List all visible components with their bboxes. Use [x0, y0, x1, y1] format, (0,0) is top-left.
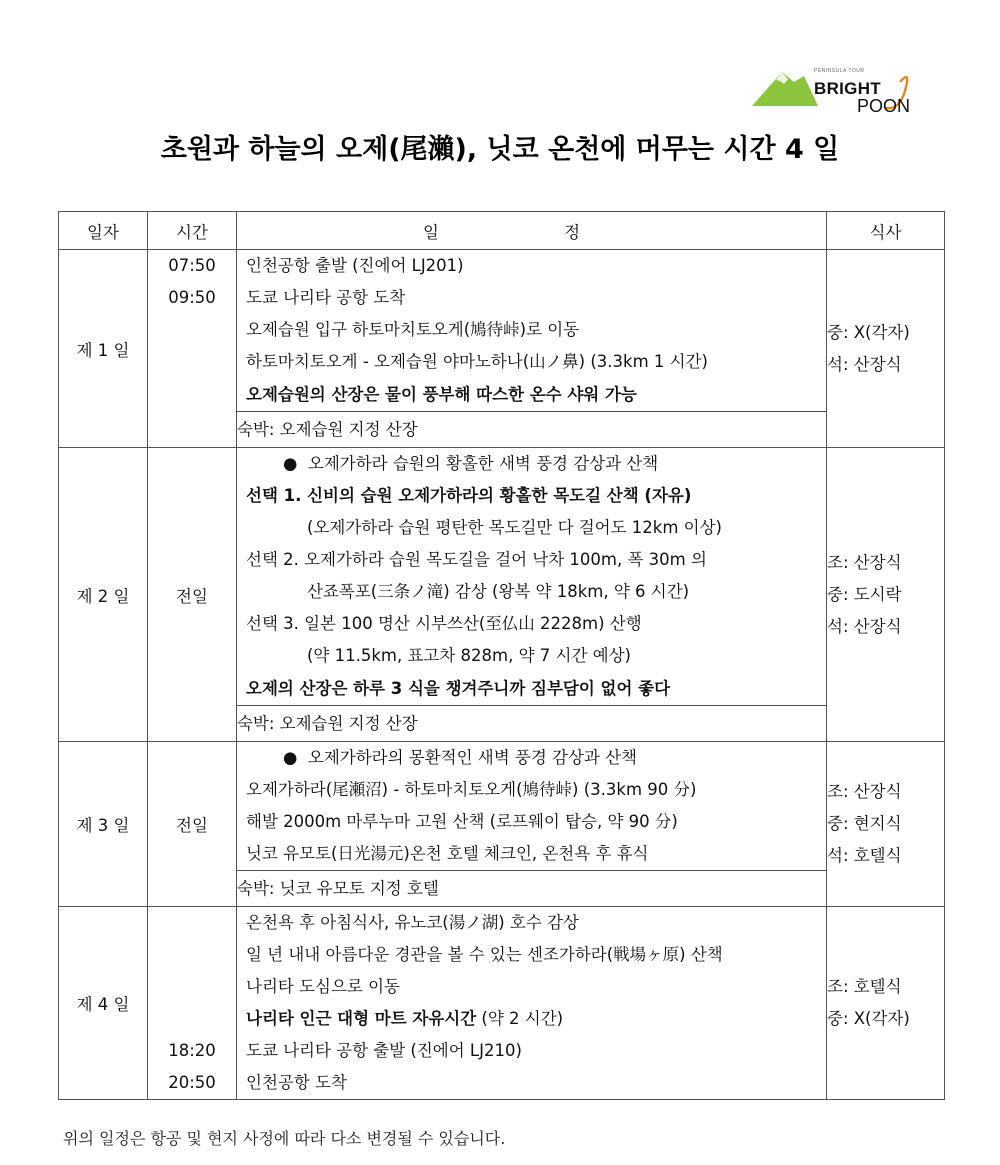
day-3-row	[59, 742, 945, 871]
meal-item: 조: 호텔식	[827, 977, 902, 996]
time-slot: 20:50	[168, 1073, 216, 1092]
schedule-highlight: 오제습원의 산장은 물이 풍부해 따스한 온수 샤워 가능	[246, 385, 637, 404]
bullet-icon: ●	[283, 454, 308, 473]
day-time-label: 전일	[148, 448, 237, 742]
schedule-line: 닛코 유모토(日光湯元)온천 호텔 체크인, 온천욕 후 휴식	[246, 844, 649, 863]
time-slot	[148, 907, 236, 939]
bullet-icon: ●	[283, 748, 308, 767]
brand-logo	[752, 64, 952, 120]
schedule-line: 오제가하라(尾瀬沼) - 하토마치토오게(鳩待峠) (3.3km 90 分)	[246, 780, 697, 799]
day-meals	[827, 448, 945, 742]
day-label: 제 4 일	[59, 907, 148, 1100]
schedule-line: 일 년 내내 아름다운 경관을 볼 수 있는 센조가하라(戦場ヶ原) 산책	[246, 945, 723, 964]
schedule-option: 선택 3. 일본 100 명산 시부쓰산(至仏山 2228m) 산행	[246, 614, 642, 633]
time-slot	[148, 971, 236, 1003]
day-label: 제 2 일	[59, 448, 148, 742]
schedule-highlight: 나리타 인근 대형 마트 자유시간	[246, 1009, 477, 1028]
schedule-highlight: 오제의 산장은 하루 3 식을 챙겨주니까 짐부담이 없어 좋다	[246, 679, 671, 698]
day-1-row	[59, 250, 945, 412]
day-meals	[827, 907, 945, 1100]
logo-word-poon: POON	[857, 96, 911, 116]
schedule-line: 해발 2000m 마루누마 고원 산책 (로프웨이 탑승, 약 90 分)	[246, 812, 678, 831]
itinerary-table	[58, 211, 945, 1100]
day-time-label: 전일	[148, 742, 237, 907]
day-meals	[827, 250, 945, 448]
meal-item: 중: X(각자)	[827, 322, 910, 342]
day-times	[148, 907, 237, 1100]
day-2-row	[59, 448, 945, 706]
schedule-bullet-line: ● 오제가하라의 몽환적인 새벽 풍경 감상과 산책	[283, 748, 637, 767]
stay-info: 숙박: 닛코 유모토 지정 호텔	[237, 871, 827, 907]
day-label: 제 1 일	[59, 250, 148, 448]
table-header-row	[59, 212, 945, 250]
schedule-line-suffix: (약 2 시간)	[476, 1009, 564, 1028]
schedule-line: (약 11.5km, 표고차 828m, 약 7 시간 예상)	[307, 646, 631, 665]
schedule-line: 나리타 도심으로 이동	[246, 977, 400, 996]
page-title: 초원과 하늘의 오제(尾瀨), 닛코 온천에 머무는 시간 4 일	[160, 134, 840, 165]
day-label: 제 3 일	[59, 742, 148, 907]
header-meal: 식사	[827, 212, 945, 250]
schedule-line: 도쿄 나리타 공항 도착	[246, 288, 406, 307]
schedule-option: 선택 1. 신비의 습원 오제가하라의 황홀한 목도길 산책 (자유)	[246, 486, 692, 505]
schedule-line: 산죠폭포(三条ノ滝) 감상 (왕복 약 18km, 약 6 시간)	[307, 582, 690, 601]
schedule-option: 선택 2. 오제가하라 습원 목도길을 걸어 낙차 100m, 폭 30m 의	[246, 550, 707, 569]
footnote: 위의 일정은 항공 및 현지 사정에 따라 다소 변경될 수 있습니다.	[63, 1129, 506, 1148]
header-time: 시간	[148, 212, 237, 250]
schedule-line: 인천공항 출발 (진에어 LJ201)	[246, 256, 464, 275]
schedule-line	[237, 1003, 826, 1035]
day-times	[148, 250, 237, 448]
stay-info: 숙박: 오제습원 지정 산장	[237, 412, 827, 448]
meal-item: 중: X(각자)	[827, 1009, 910, 1028]
day-schedule	[237, 250, 827, 412]
day-4-row	[59, 907, 945, 1100]
time-slot: 07:50	[168, 256, 216, 275]
day-schedule	[237, 907, 827, 1100]
day-schedule	[237, 742, 827, 871]
meal-item: 석: 산장식	[827, 616, 902, 636]
schedule-line: 인천공항 도착	[246, 1073, 347, 1092]
stay-info: 숙박: 오제습원 지정 산장	[237, 706, 827, 742]
logo-tagline: PENINSULA TOUR	[814, 68, 865, 74]
meal-item: 중: 현지식	[827, 814, 902, 833]
time-slot	[148, 1003, 236, 1035]
schedule-bullet-line: ● 오제가하라 습원의 황홀한 새벽 풍경 감상과 산책	[283, 454, 659, 473]
logo-word-bright: BRIGHT	[814, 79, 881, 98]
schedule-line: 오제습원 입구 하토마치토오게(鳩待峠)로 이동	[246, 320, 580, 339]
meal-item: 중: 도시락	[827, 584, 902, 604]
schedule-line: 온천욕 후 아침식사, 유노코(湯ノ湖) 호수 감상	[246, 913, 579, 932]
schedule-line: 하토마치토오게 - 오제습원 야마노하나(山ノ鼻) (3.3km 1 시간)	[246, 352, 708, 371]
meal-item: 석: 산장식	[827, 354, 902, 374]
schedule-line: (오제가하라 습원 평탄한 목도길만 다 걸어도 12km 이상)	[307, 518, 722, 537]
day-meals	[827, 742, 945, 907]
day-schedule	[237, 448, 827, 706]
meal-item: 조: 산장식	[827, 782, 902, 801]
time-slot: 09:50	[168, 288, 216, 307]
meal-item: 석: 호텔식	[827, 846, 902, 865]
header-day: 일자	[59, 212, 148, 250]
header-schedule: 일 정	[237, 212, 827, 250]
time-slot: 18:20	[168, 1041, 216, 1060]
meal-item: 조: 산장식	[827, 552, 902, 572]
time-slot	[148, 939, 236, 971]
schedule-line: 도쿄 나리타 공항 출발 (진에어 LJ210)	[246, 1041, 522, 1060]
